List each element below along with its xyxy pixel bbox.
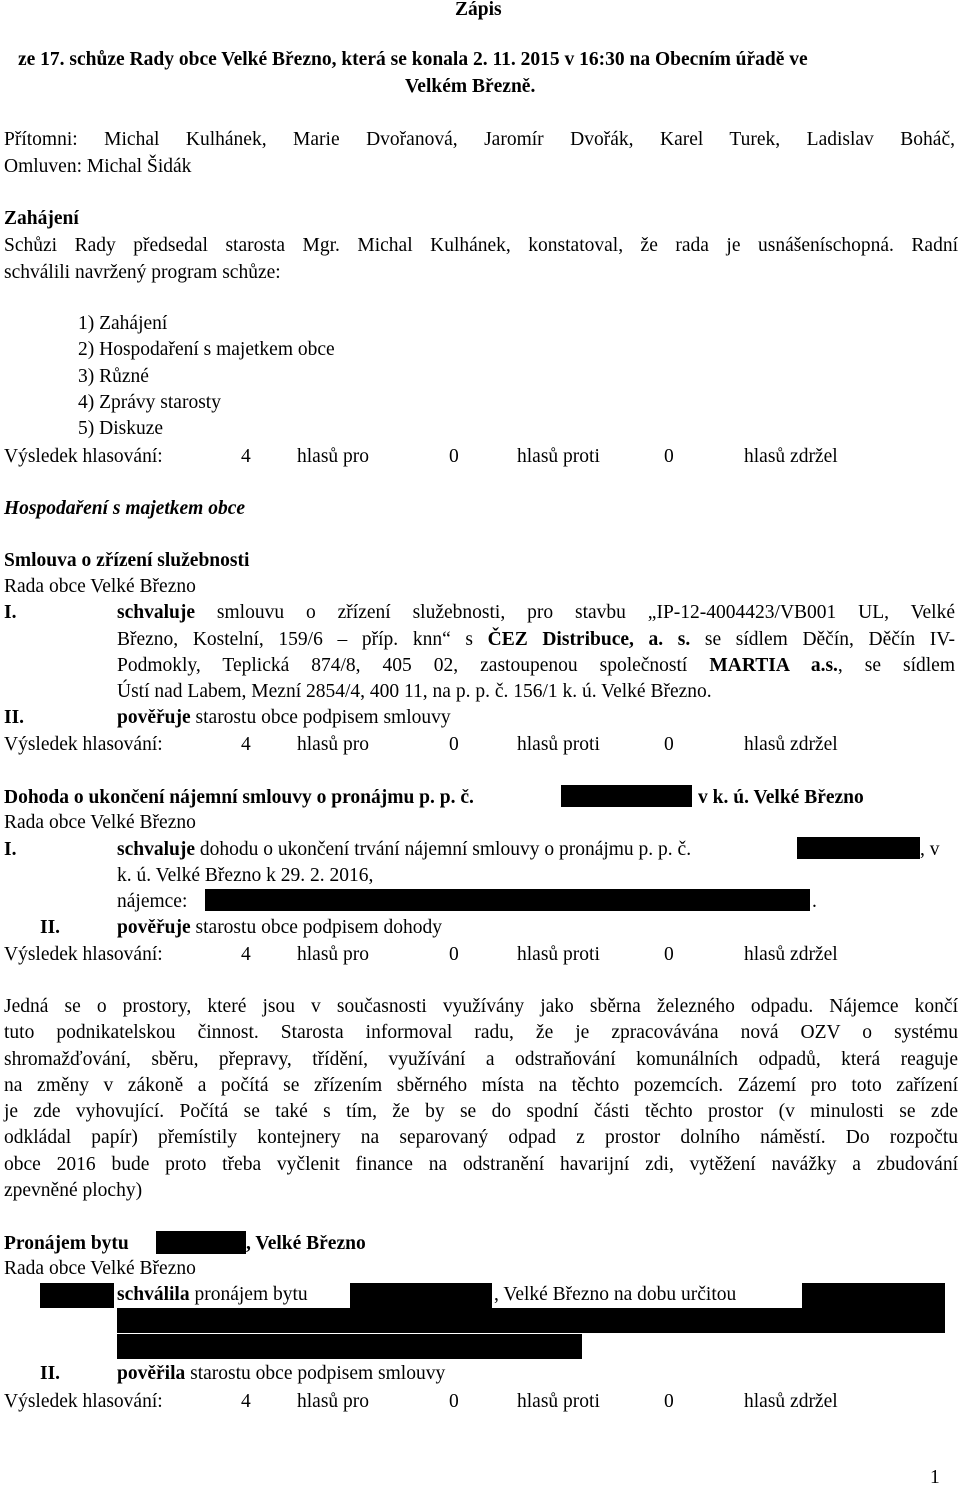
easement-text: smlouvu o zřízení služebnosti, pro stavbu „IP-12-4004423/VB001 UL, Velké bbox=[216, 602, 955, 623]
termination-resolution-line1 bbox=[117, 840, 691, 860]
document-subtitle-line1: ze 17. schůze Rady obce Velké Březno, která se konala 2. 11. 2015 v 16:30 na Obecním úřadě ve bbox=[18, 49, 808, 70]
agenda-item: 1) Zahájení bbox=[78, 313, 168, 334]
vote-against-label: hlasů proti bbox=[517, 944, 600, 965]
agenda-item: 4) Zprávy starosty bbox=[78, 392, 221, 413]
redaction-bar bbox=[797, 837, 920, 859]
page-number: 1 bbox=[930, 1467, 940, 1488]
vote-against-count: 0 bbox=[449, 1391, 459, 1412]
easement-text: Podmokly, Teplická 874/8, 405 02, zastoupenou společností bbox=[117, 655, 710, 676]
redaction-bar bbox=[117, 1334, 582, 1359]
note-line: tuto podnikatelskou činnost. Starosta informoval radu, že je zpracovávána nová OZV o systému bbox=[4, 1022, 958, 1043]
vote-label: Výsledek hlasování: bbox=[4, 1391, 163, 1412]
apartment-resolution-line4 bbox=[117, 1364, 445, 1384]
easement-item-number: II. bbox=[4, 707, 25, 728]
apartment-heading: Pronájem bytu bbox=[4, 1233, 129, 1254]
apartment-approved: schválila bbox=[117, 1284, 190, 1305]
document-title: Zápis bbox=[455, 0, 502, 20]
note-line: Jedná se o prostory, které jsou v současnosti využívány jako sběrna železného odpadu. Nájemce končí bbox=[4, 996, 958, 1017]
vote-result bbox=[0, 944, 960, 966]
vote-abstain-count: 0 bbox=[664, 1391, 674, 1412]
vote-against-count: 0 bbox=[449, 734, 459, 755]
easement-item-number: I. bbox=[4, 602, 17, 623]
termination-heading-end: v k. ú. Velké Březno bbox=[698, 787, 864, 808]
easement-resolution-line2 bbox=[117, 630, 955, 650]
easement-text: , se sídlem bbox=[837, 655, 955, 676]
opening-text-line2: schválili navržený program schůze: bbox=[4, 262, 281, 283]
vote-against-label: hlasů proti bbox=[517, 1391, 600, 1412]
vote-label: Výsledek hlasování: bbox=[4, 446, 163, 467]
vote-for-label: hlasů pro bbox=[297, 446, 370, 467]
easement-heading: Smlouva o zřízení služebnosti bbox=[4, 550, 250, 571]
easement-resolution-line5 bbox=[117, 708, 451, 728]
termination-resolution-line4 bbox=[117, 918, 442, 938]
redaction-bar bbox=[802, 1283, 945, 1308]
vote-for-count: 4 bbox=[241, 734, 251, 755]
redaction-bar bbox=[117, 1308, 945, 1333]
termination-text: . bbox=[812, 891, 817, 912]
vote-for-count: 4 bbox=[241, 446, 251, 467]
vote-abstain-label: hlasů zdržel bbox=[744, 734, 838, 755]
vote-for-label: hlasů pro bbox=[297, 734, 370, 755]
redaction-bar bbox=[350, 1283, 492, 1308]
vote-for-label: hlasů pro bbox=[297, 944, 370, 965]
opening-text-line1: Schůzi Rady předsedal starosta Mgr. Michal Kulhánek, konstatoval, že rada je usnášeníschopná. Radní bbox=[4, 235, 958, 256]
termination-approves: schvaluje bbox=[117, 839, 195, 860]
redaction-bar bbox=[561, 785, 692, 807]
vote-for-label: hlasů pro bbox=[297, 1391, 370, 1412]
easement-resolution-line4: Ústí nad Labem, Mezní 2854/4, 400 11, na p. p. č. 156/1 k. ú. Velké Březno. bbox=[117, 681, 712, 702]
vote-label: Výsledek hlasování: bbox=[4, 944, 163, 965]
vote-against-label: hlasů proti bbox=[517, 446, 600, 467]
attendance-excused: Omluven: Michal Šidák bbox=[4, 156, 192, 177]
attendance-present: Přítomni: Michal Kulhánek, Marie Dvořanová, Jaromír Dvořák, Karel Turek, Ladislav Boháč, bbox=[4, 129, 955, 150]
termination-item-number: I. bbox=[4, 839, 17, 860]
vote-abstain-label: hlasů zdržel bbox=[744, 1391, 838, 1412]
opening-heading: Zahájení bbox=[4, 208, 79, 229]
agenda-item: 3) Různé bbox=[78, 366, 149, 387]
termination-council: Rada obce Velké Březno bbox=[4, 812, 196, 833]
apartment-item-number: II. bbox=[40, 1363, 61, 1384]
easement-text: starostu obce podpisem smlouvy bbox=[195, 707, 451, 728]
vote-for-count: 4 bbox=[241, 1391, 251, 1412]
document-subtitle-line2: Velkém Březně. bbox=[405, 76, 536, 97]
note-line: zpevněné plochy) bbox=[4, 1180, 143, 1201]
vote-against-label: hlasů proti bbox=[517, 734, 600, 755]
termination-text: dohodu o ukončení trvání nájemní smlouvy o pronájmu p. p. č. bbox=[199, 839, 692, 860]
vote-abstain-count: 0 bbox=[664, 446, 674, 467]
vote-abstain-label: hlasů zdržel bbox=[744, 944, 838, 965]
termination-tenant-label: nájemce: bbox=[117, 891, 188, 912]
vote-abstain-count: 0 bbox=[664, 944, 674, 965]
agenda-item: 5) Diskuze bbox=[78, 418, 164, 439]
vote-result bbox=[0, 1391, 960, 1413]
redaction-bar bbox=[205, 889, 810, 911]
apartment-council: Rada obce Velké Březno bbox=[4, 1258, 196, 1279]
termination-item-number: II. bbox=[40, 917, 61, 938]
termination-text: , v bbox=[920, 839, 940, 860]
agenda-item: 2) Hospodaření s majetkem obce bbox=[78, 339, 335, 360]
easement-party: ČEZ Distribuce, a. s. bbox=[487, 629, 691, 650]
vote-result bbox=[0, 446, 960, 468]
termination-heading: Dohoda o ukončení nájemní smlouvy o pronájmu p. p. č. bbox=[4, 787, 474, 808]
apartment-authorized: pověřila bbox=[117, 1363, 186, 1384]
easement-resolution-line1 bbox=[117, 603, 955, 623]
note-line: na změny v zákoně a počítá se zřízením sběrného místa na těchto pozemcích. Zázemí pro toto zařízení bbox=[4, 1075, 958, 1096]
apartment-text: starostu obce podpisem smlouvy bbox=[190, 1363, 446, 1384]
note-line: obce 2016 bude proto třeba vyčlenit finance na odstranění havarijní zdi, vytěžení navážky a zbudování bbox=[4, 1154, 958, 1175]
easement-text: Březno, Kostelní, 159/6 – příp. knn“ s bbox=[117, 629, 488, 650]
redaction-bar bbox=[40, 1283, 114, 1308]
vote-abstain-label: hlasů zdržel bbox=[744, 446, 838, 467]
easement-council: Rada obce Velké Březno bbox=[4, 576, 196, 597]
easement-authorizes: pověřuje bbox=[117, 707, 191, 728]
termination-authorizes: pověřuje bbox=[117, 917, 191, 938]
section-heading-property: Hospodaření s majetkem obce bbox=[4, 498, 246, 519]
vote-against-count: 0 bbox=[449, 944, 459, 965]
note-line: odkládal papír) přemístily kontejnery na separovaný odpad z prostor dolního náměstí. Do rozpočtu bbox=[4, 1127, 958, 1148]
apartment-heading-end: , Velké Březno bbox=[246, 1233, 366, 1254]
termination-resolution-line2: k. ú. Velké Březno k 29. 2. 2016, bbox=[117, 865, 374, 886]
easement-approves: schvaluje bbox=[117, 602, 195, 623]
vote-label: Výsledek hlasování: bbox=[4, 734, 163, 755]
easement-text: se sídlem Děčín, Děčín IV- bbox=[690, 629, 956, 650]
apartment-text: pronájem bytu bbox=[194, 1284, 308, 1305]
note-line: shromažďování, sběru, přepravy, třídění, využívání a odstraňování komunálních odpadů, která reaguje bbox=[4, 1049, 958, 1070]
redaction-bar bbox=[156, 1231, 246, 1254]
termination-text: starostu obce podpisem dohody bbox=[195, 917, 442, 938]
vote-for-count: 4 bbox=[241, 944, 251, 965]
vote-result bbox=[0, 734, 960, 756]
apartment-text: , Velké Březno na dobu určitou bbox=[494, 1284, 737, 1305]
note-line: je zde vyhovující. Počítá se také s tím, že by se do spodní části těchto prostor (v minulosti se zde bbox=[4, 1101, 958, 1122]
vote-against-count: 0 bbox=[449, 446, 459, 467]
easement-resolution-line3 bbox=[117, 656, 955, 676]
easement-representative: MARTIA a.s. bbox=[709, 655, 838, 676]
vote-abstain-count: 0 bbox=[664, 734, 674, 755]
apartment-resolution-line1 bbox=[117, 1285, 308, 1305]
